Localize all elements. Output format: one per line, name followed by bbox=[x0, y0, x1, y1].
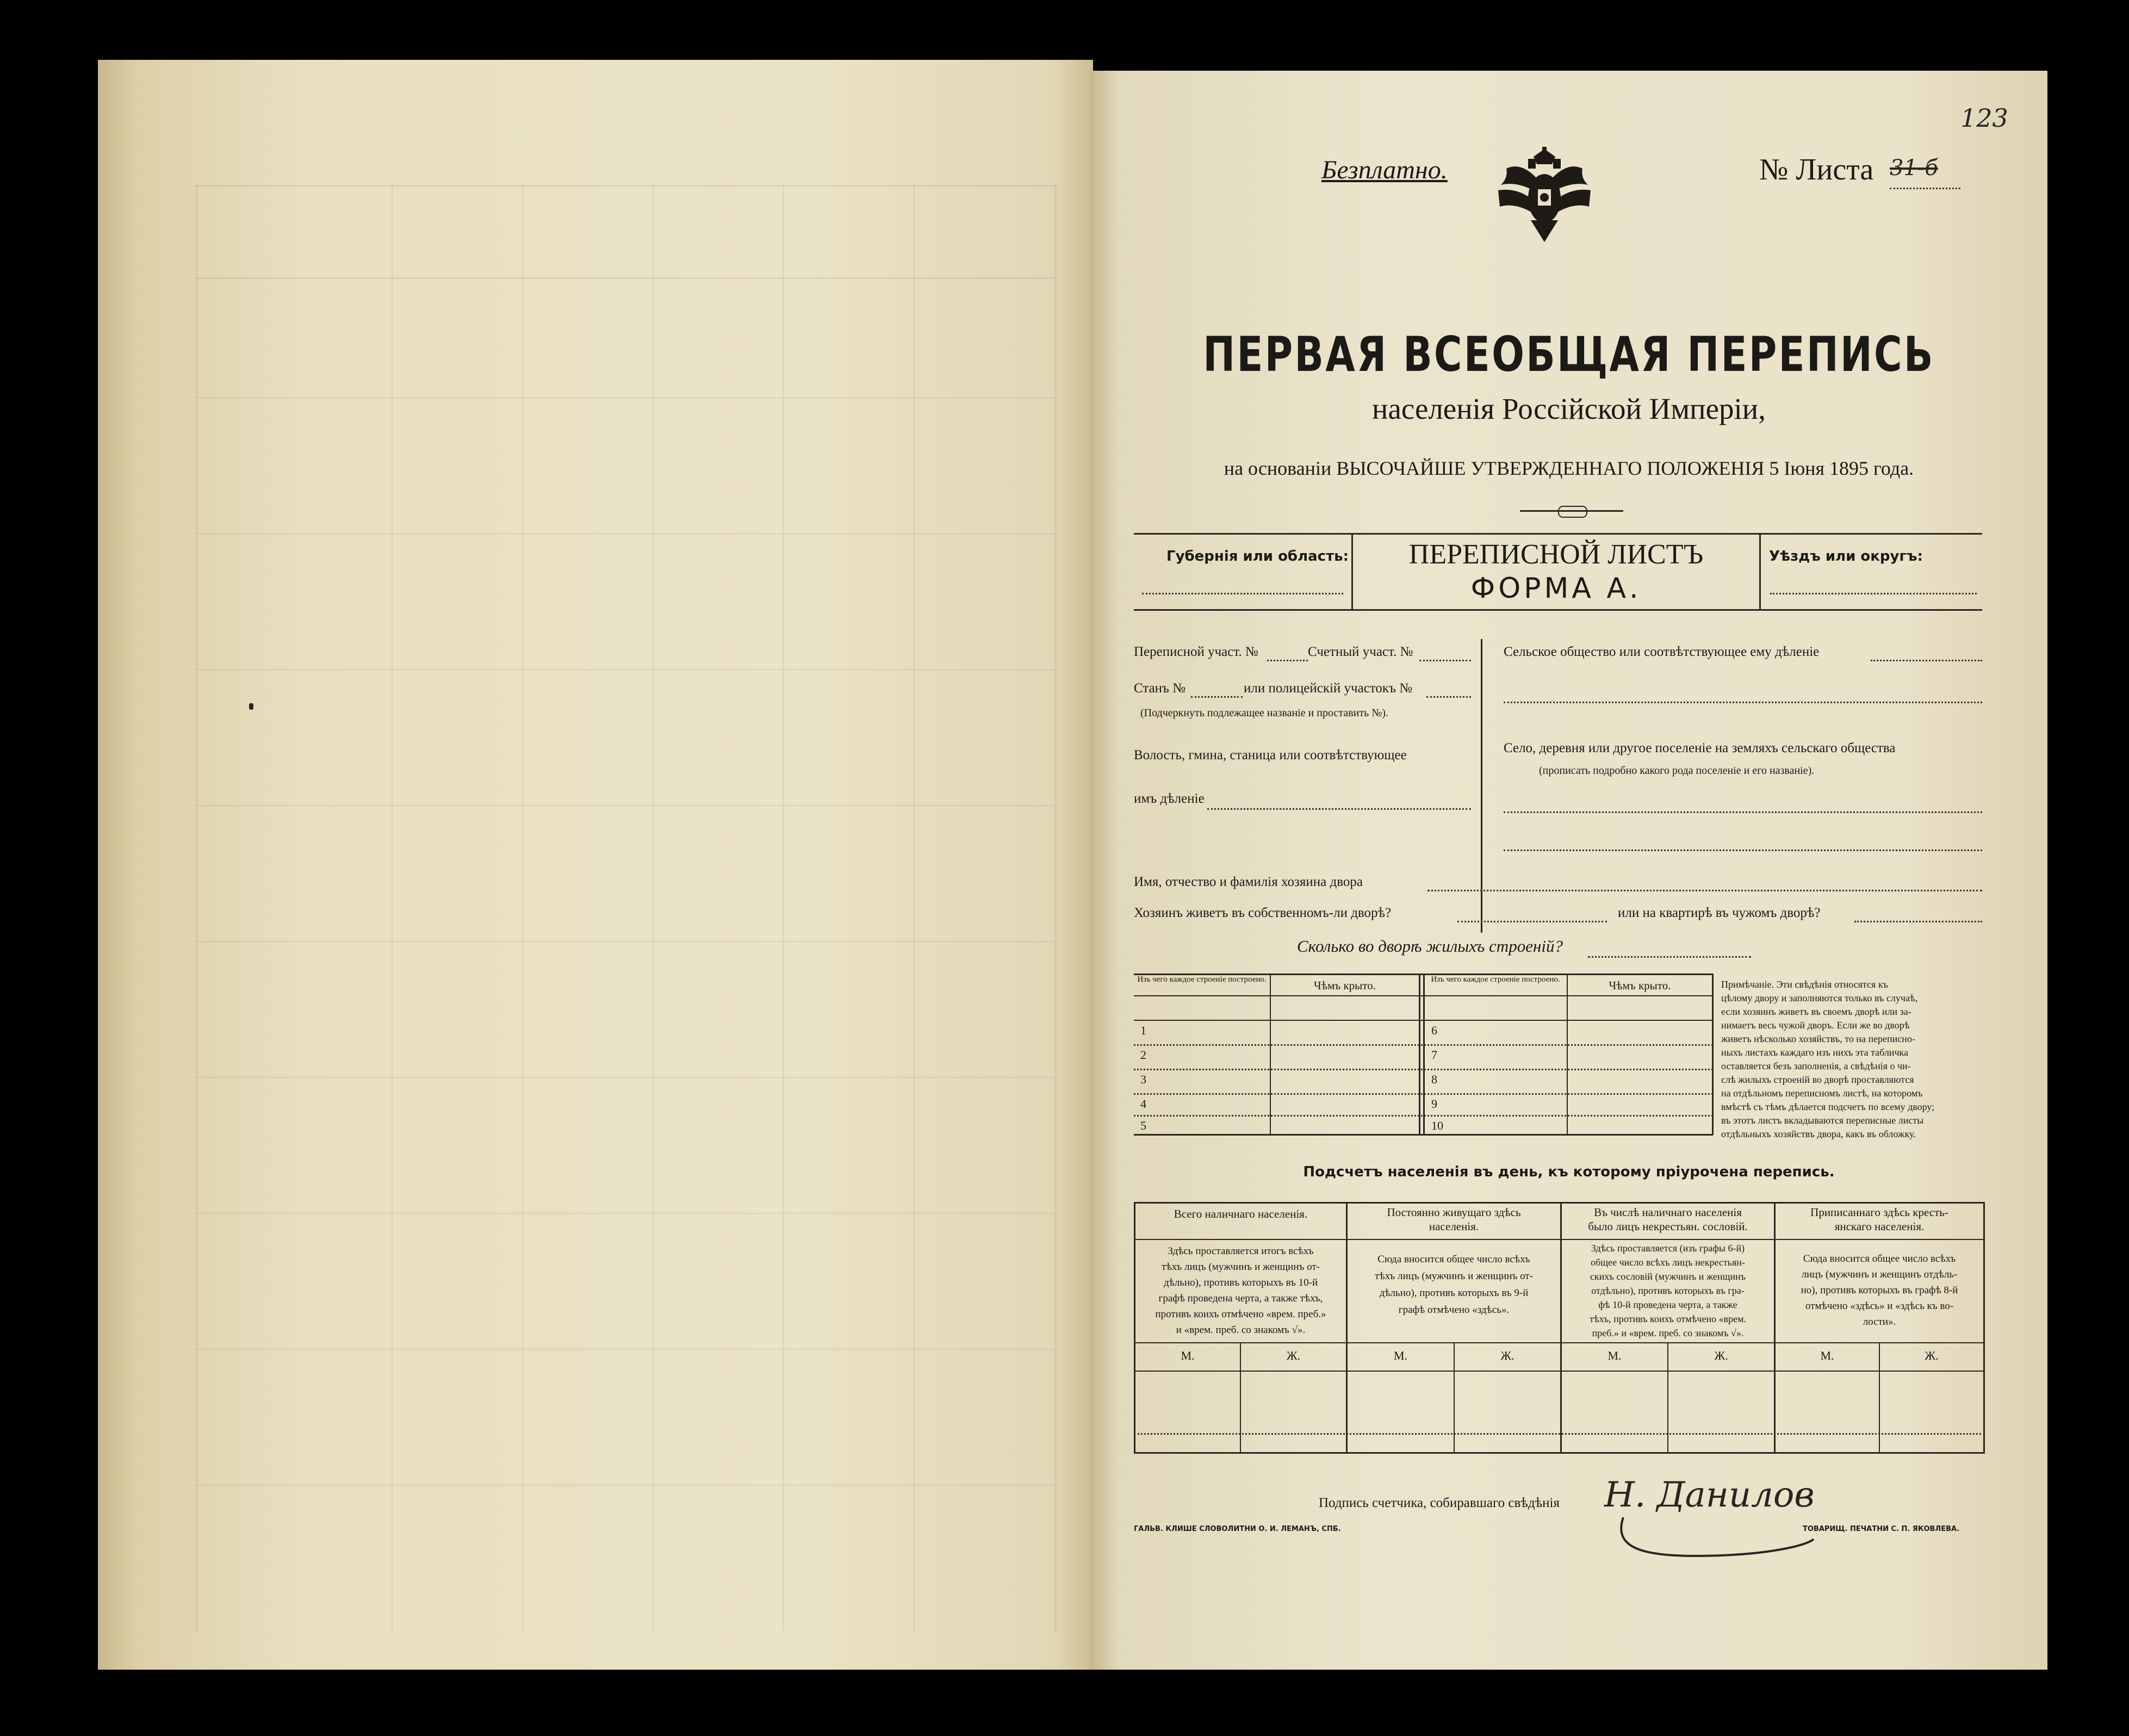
male-label: М. bbox=[1181, 1349, 1195, 1362]
buildings-question: Сколько во дворѣ жилыхъ строеній? bbox=[1297, 937, 1563, 956]
desc-line: тѣхъ лицъ (мужчинъ и женщинъ от- bbox=[1162, 1261, 1320, 1273]
box-bottom-line bbox=[1134, 609, 1982, 611]
bleed-through-line bbox=[196, 1077, 1055, 1078]
row-number: 5 bbox=[1140, 1119, 1146, 1132]
owner-name-label: Имя, отчество и фамилія хозяина двора bbox=[1134, 875, 1363, 889]
table-line bbox=[1346, 1202, 1348, 1454]
count-col-header bbox=[1348, 1205, 1560, 1233]
table-line bbox=[1567, 974, 1568, 1135]
desc-line: графѣ проведена черта, а также тѣхъ, bbox=[1158, 1293, 1323, 1304]
count-col-header bbox=[1776, 1205, 1983, 1233]
desc-line: и «врем. преб. со знакомъ √». bbox=[1176, 1324, 1306, 1336]
desc-line: фѣ 10-й проведена черта, а также bbox=[1598, 1299, 1737, 1310]
bleed-through-line bbox=[914, 185, 915, 1632]
note-line: живетъ нѣсколько хозяйствъ, то на переписно- bbox=[1721, 1033, 1915, 1044]
count-title: Подсчетъ населенія въ день, къ которому пріурочена перепись. bbox=[1303, 1164, 1835, 1180]
desc-line: лицъ (мужчинъ и женщинъ отдѣль- bbox=[1801, 1269, 1958, 1280]
selo-field-2[interactable] bbox=[1504, 850, 1982, 851]
police-label: или полицейскій участокъ № bbox=[1244, 681, 1413, 696]
header-line: Постоянно живущаго здѣсь bbox=[1387, 1206, 1521, 1219]
guberniya-field[interactable] bbox=[1142, 593, 1343, 594]
bleed-through-line bbox=[783, 185, 784, 1632]
bleed-through-line bbox=[196, 397, 1055, 398]
census-basis: на основаніи ВЫСОЧАЙШЕ УТВЕРЖДЕННАГО ПОЛОЖЕНІЯ 5 Іюня 1895 года. bbox=[1224, 457, 1914, 479]
ornament-center bbox=[1558, 506, 1587, 518]
desc-line: графѣ отмѣчено «здѣсь». bbox=[1398, 1304, 1510, 1316]
selo-note: (прописать подробно какого рода поселеніе и его названіе). bbox=[1539, 765, 1815, 777]
count-col-desc bbox=[1135, 1243, 1346, 1338]
or-apartment-label: или на квартирѣ въ чужомъ дворѣ? bbox=[1618, 906, 1821, 920]
sheet-number-label: № Листа bbox=[1759, 153, 1874, 187]
bleed-through-line bbox=[196, 1349, 1055, 1350]
note-line: цѣлому двору и заполняются только въ случаѣ, bbox=[1721, 993, 1918, 1003]
bleed-through-line bbox=[196, 805, 1055, 806]
selskoe-label: Сельское общество или соотвѣтствующее ему дѣленіе bbox=[1504, 644, 1820, 659]
imprint-left: ГАЛЬВ. КЛИШЕ СЛОВОЛИТНИ О. И. ЛЕМАНЪ, СПБ. bbox=[1134, 1525, 1341, 1533]
census-title: ПЕРВАЯ ВСЕОБЩАЯ ПЕРЕПИСЬ bbox=[1203, 326, 1935, 382]
count-col-desc bbox=[1348, 1251, 1560, 1318]
desc-line: противъ коихъ отмѣчено «врем. преб.» bbox=[1155, 1309, 1326, 1320]
female-label: Ж. bbox=[1286, 1349, 1301, 1362]
row-number: 3 bbox=[1140, 1072, 1146, 1086]
selskoe-field-2[interactable] bbox=[1504, 702, 1982, 703]
bleed-through-line bbox=[1055, 185, 1057, 1632]
col-material-right: Изъ чего каждое строеніе построено. bbox=[1431, 975, 1560, 984]
uchastok-field[interactable] bbox=[1267, 660, 1308, 661]
male-label: М. bbox=[1607, 1349, 1622, 1362]
male-label: М. bbox=[1393, 1349, 1408, 1362]
count-col-header bbox=[1135, 1207, 1346, 1220]
sheet-title: ПЕРЕПИСНОЙ ЛИСТЪ bbox=[1408, 539, 1704, 570]
table-line bbox=[1423, 974, 1425, 1135]
table-row-line bbox=[1134, 1433, 1985, 1435]
note-line: въ этотъ листъ вкладываются переписные листы bbox=[1721, 1115, 1924, 1126]
census-form-page bbox=[1090, 71, 2047, 1670]
stan-label: Станъ № bbox=[1134, 681, 1186, 696]
form-label: ФОРМА А. bbox=[1470, 572, 1642, 605]
desc-line: преб.» и «врем. преб. со знакомъ √». bbox=[1592, 1328, 1744, 1338]
row-number: 6 bbox=[1431, 1024, 1437, 1037]
owner-lives-label: Хозяинъ живетъ въ собственномъ-ли дворѣ? bbox=[1134, 906, 1392, 920]
note-line: оставляется безъ заполненія, а свѣдѣнія о чи- bbox=[1721, 1061, 1911, 1071]
row-number: 4 bbox=[1140, 1097, 1146, 1111]
desc-line: Здѣсь проставляется итогъ всѣхъ bbox=[1168, 1245, 1314, 1257]
signature-label: Подпись счетчика, собиравшаго свѣдѣнія bbox=[1319, 1496, 1560, 1510]
uchastok-label: Переписной участ. № bbox=[1134, 644, 1258, 659]
bleed-through-line bbox=[522, 185, 523, 1632]
buildings-count-field[interactable] bbox=[1588, 956, 1751, 958]
bleed-through-line bbox=[196, 185, 197, 1632]
table-line bbox=[1134, 1342, 1985, 1343]
schetny-label: Счетный участ. № bbox=[1308, 644, 1413, 659]
police-field[interactable] bbox=[1426, 696, 1471, 698]
note-line: нимаетъ весь чужой дворъ. Если же во дворѣ bbox=[1721, 1020, 1910, 1031]
desc-line: общее число всѣхъ лицъ некрестьян- bbox=[1591, 1257, 1745, 1268]
uezd-label: Уѣздъ или округъ: bbox=[1769, 548, 1923, 565]
note-line: слѣ жилыхъ строеній во дворѣ проставляются bbox=[1721, 1074, 1914, 1085]
bleed-through-line bbox=[196, 1485, 1055, 1486]
guberniya-label: Губернія или область: bbox=[1166, 548, 1349, 565]
note-line: ныхъ листахъ каждаго изъ нихъ эта табличка bbox=[1721, 1047, 1908, 1058]
count-col-desc bbox=[1776, 1251, 1983, 1330]
note-line: на отдѣльномъ переписномъ листѣ, на которомъ bbox=[1721, 1088, 1923, 1099]
bleed-through-line bbox=[196, 533, 1055, 534]
bleed-through-line bbox=[196, 941, 1055, 942]
table-line bbox=[1134, 1371, 1985, 1372]
note-line: Примѣчаніе. Эти свѣдѣнія относятся къ bbox=[1721, 979, 1888, 990]
imprint-right: ТОВАРИЩ. ПЕЧАТНИ С. П. ЯКОВЛЕВА. bbox=[1803, 1525, 1960, 1533]
owner-lives-field[interactable] bbox=[1457, 921, 1607, 922]
free-label: Безплатно. bbox=[1321, 156, 1448, 184]
female-label: Ж. bbox=[1500, 1349, 1514, 1362]
bleed-through-line bbox=[653, 185, 654, 1632]
volost-field[interactable] bbox=[1207, 808, 1471, 810]
selskoe-field[interactable] bbox=[1871, 660, 1982, 661]
page-number: 123 bbox=[1960, 103, 2008, 133]
bleed-through-line bbox=[196, 277, 1055, 279]
selo-field[interactable] bbox=[1504, 811, 1982, 813]
census-subtitle: населенія Россійской Имперіи, bbox=[1372, 392, 1766, 425]
sheet-number-underline bbox=[1890, 188, 1960, 189]
table-line bbox=[1134, 1202, 1985, 1204]
selo-label: Село, деревня или другое поселеніе на земляхъ сельскаго общества bbox=[1504, 741, 1896, 755]
table-line bbox=[1270, 974, 1271, 1135]
sheet-number-value: 31-б bbox=[1890, 156, 1938, 181]
header-line: населенія. bbox=[1429, 1220, 1479, 1233]
bleed-through-line bbox=[196, 1213, 1055, 1214]
fields-divider bbox=[1481, 639, 1482, 933]
desc-line: дѣльно), противъ которыхъ въ 10-й bbox=[1163, 1277, 1318, 1288]
stan-field[interactable] bbox=[1191, 696, 1243, 698]
note-line: если хозяинъ живетъ въ своемъ дворѣ или за- bbox=[1721, 1006, 1911, 1017]
row-number: 7 bbox=[1431, 1048, 1437, 1062]
left-page bbox=[98, 60, 1093, 1670]
row-number: 1 bbox=[1140, 1024, 1146, 1037]
desc-line: отдѣльно), противъ которыхъ въ гра- bbox=[1591, 1285, 1745, 1296]
row-number: 10 bbox=[1431, 1119, 1443, 1132]
note-block bbox=[1721, 978, 1934, 1141]
desc-line: тѣхъ лицъ (мужчинъ и женщинъ от- bbox=[1375, 1270, 1533, 1282]
bleed-through-line bbox=[392, 185, 393, 1632]
handwritten-signature: Н. Данилов bbox=[1604, 1475, 1815, 1515]
box-top-line bbox=[1134, 533, 1982, 535]
desc-line: дѣльно), противъ которыхъ въ 9-й bbox=[1379, 1287, 1529, 1299]
col-roof-right: Чѣмъ крыто. bbox=[1609, 979, 1671, 992]
male-label: М. bbox=[1820, 1349, 1834, 1362]
header-line: Всего наличнаго населенія. bbox=[1174, 1207, 1308, 1220]
row-number: 8 bbox=[1431, 1072, 1437, 1086]
imperial-eagle-emblem bbox=[1495, 147, 1593, 247]
desc-line: Сюда вносится общее число всѣхъ bbox=[1377, 1254, 1530, 1265]
title-main-wrap bbox=[1090, 326, 2047, 382]
desc-line: но), противъ которыхъ въ графѣ 8-й bbox=[1801, 1285, 1958, 1296]
row-number: 2 bbox=[1140, 1048, 1146, 1062]
header-line: было лицъ некрестьян. сословій. bbox=[1588, 1220, 1748, 1233]
underline-note: (Подчеркнуть подлежащее названіе и проставить №). bbox=[1140, 707, 1388, 719]
female-label: Ж. bbox=[1714, 1349, 1728, 1362]
box-divider bbox=[1759, 533, 1761, 611]
col-roof-left: Чѣмъ крыто. bbox=[1314, 979, 1376, 992]
desc-line: лости». bbox=[1863, 1316, 1896, 1328]
table-line bbox=[1983, 1202, 1985, 1454]
desc-line: отмѣчено «здѣсь» и «здѣсь къ во- bbox=[1805, 1300, 1954, 1312]
header-line: Приписаннаго здѣсь кресть- bbox=[1810, 1206, 1948, 1219]
note-line: отдѣльныхъ хозяйствъ двора, какъ въ обложку. bbox=[1721, 1129, 1916, 1139]
desc-line: Здѣсь проставляется (изъ графы 6-й) bbox=[1591, 1243, 1745, 1254]
table-line bbox=[1134, 1452, 1985, 1454]
row-number: 9 bbox=[1431, 1097, 1437, 1111]
uezd-field[interactable] bbox=[1770, 593, 1977, 594]
bleed-through-line bbox=[196, 185, 1055, 187]
desc-line: тѣхъ, противъ коихъ отмѣчено «врем. bbox=[1590, 1313, 1746, 1324]
volost-label-2: имъ дѣленіе bbox=[1134, 791, 1205, 806]
ink-speck bbox=[249, 703, 253, 710]
header-line: янскаго населенія. bbox=[1834, 1220, 1925, 1233]
header-line: Въ числѣ наличнаго населенія bbox=[1594, 1206, 1742, 1219]
col-material-left: Изъ чего каждое строеніе построено. bbox=[1137, 975, 1267, 984]
table-line bbox=[1419, 974, 1420, 1135]
table-line bbox=[1712, 974, 1714, 1135]
count-col-header bbox=[1562, 1205, 1774, 1233]
desc-line: Сюда вносится общее число всѣхъ bbox=[1803, 1253, 1956, 1264]
note-line: вмѣстѣ съ тѣмъ дѣлается подсчетъ по всему двору; bbox=[1721, 1101, 1935, 1112]
or-apartment-field[interactable] bbox=[1854, 921, 1982, 922]
schetny-field[interactable] bbox=[1419, 660, 1471, 661]
desc-line: скихъ сословій (мужчинъ и женщинъ bbox=[1590, 1271, 1746, 1282]
female-label: Ж. bbox=[1925, 1349, 1939, 1362]
table-line bbox=[1134, 1239, 1985, 1240]
owner-name-field[interactable] bbox=[1427, 890, 1982, 891]
count-col-desc bbox=[1562, 1241, 1774, 1340]
bleed-through-line bbox=[196, 669, 1055, 670]
volost-label-1: Волость, гмина, станица или соотвѣтствующее bbox=[1134, 748, 1407, 762]
signature-flourish bbox=[1612, 1506, 1819, 1566]
